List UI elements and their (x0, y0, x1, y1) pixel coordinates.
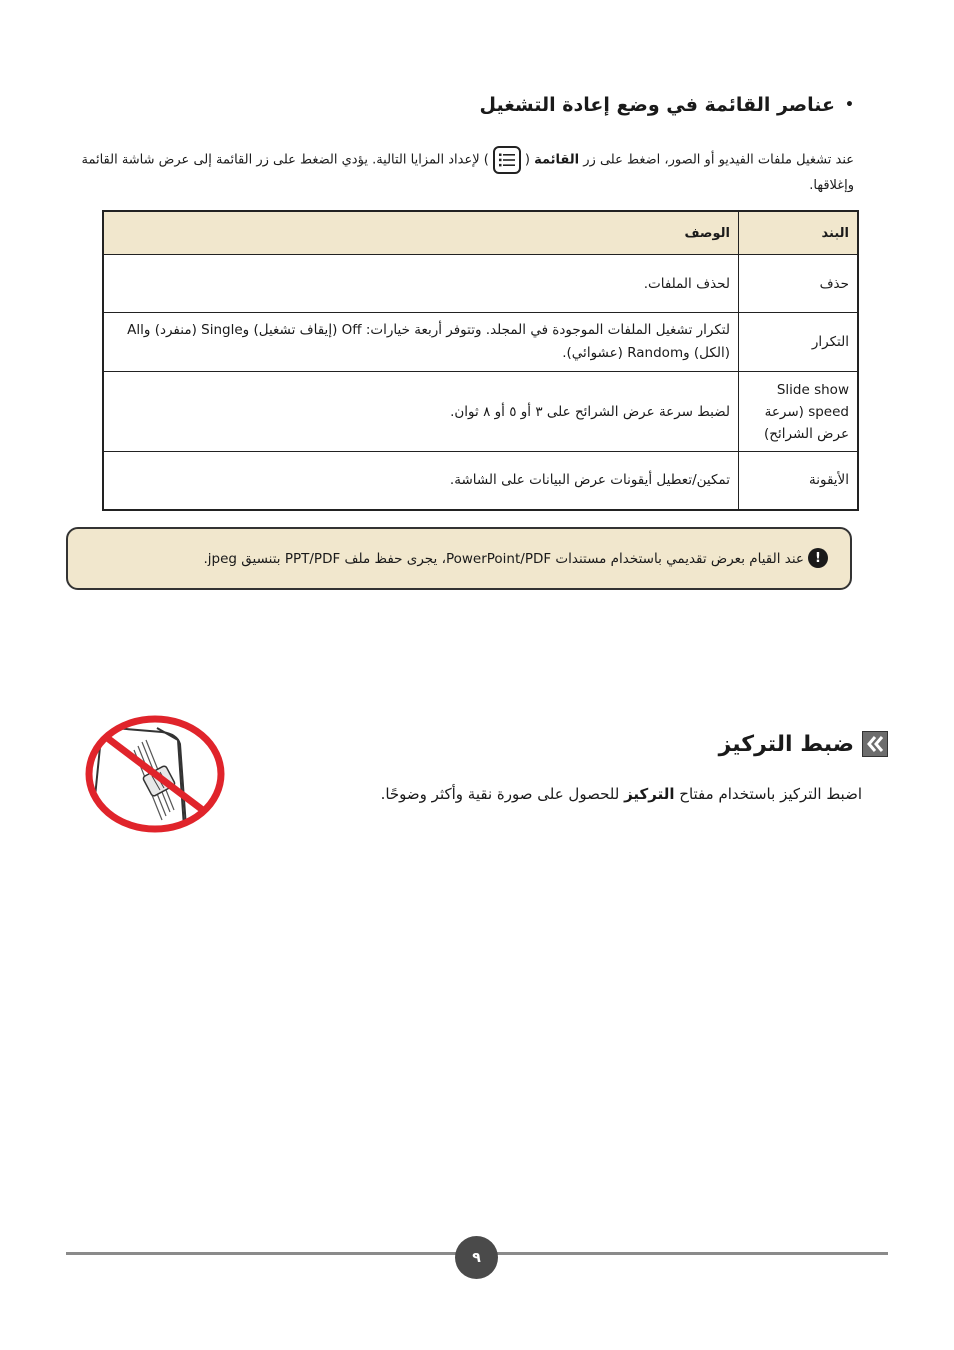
focus-title-text: ضبط التركيز (718, 731, 854, 757)
table-row (103, 255, 858, 313)
header-item: البند (739, 211, 859, 255)
focus-text-before: اضبط التركيز باستخدام مفتاح (679, 785, 862, 803)
intro-keyword: القائمة (534, 152, 580, 168)
table-row (103, 372, 858, 452)
intro-before: عند تشغيل ملفات الفيديو أو الصور، اضغط على زر (583, 152, 854, 168)
table-header-row (103, 211, 858, 255)
row-description: لحذف الملفات. (103, 255, 739, 313)
table-row (103, 313, 858, 372)
focus-keyword: التركيز (624, 785, 675, 803)
row-item: حذف (739, 255, 859, 313)
intro-after: لإعداد المزايا التالية. يؤدي الضغط على زر القائمة إلى عرض شاشة القائمة وإغلاقها. (81, 152, 854, 193)
options-table (102, 210, 859, 511)
focus-wheel-illustration (82, 712, 228, 836)
row-description: لتكرار تشغيل الملفات الموجودة في المجلد. وتتوفر أربعة خيارات: Off (إيقاف تشغيل) وSingle (منفرد) وAll (الكل) وRandom (عشوائي). (103, 313, 739, 372)
row-description: لضبط سرعة عرض الشرائح على ٣ أو ٥ أو ٨ ثوان. (103, 372, 739, 452)
note-text: عند القيام بعرض تقديمي باستخدام مستندات PowerPoint/PDF، يجرى حفظ ملف PPT/PDF بتنسيق jpeg. (203, 550, 804, 567)
page-number: ٩ (455, 1236, 498, 1279)
double-chevron-left-icon (862, 731, 888, 757)
exclamation-icon: ! (808, 548, 828, 568)
row-description: تمكين/تعطيل أيقونات عرض البيانات على الشاشة. (103, 452, 739, 510)
header-description: الوصف (103, 211, 739, 255)
focus-text-after: للحصول على صورة نقية وأكثر وضوحًا. (380, 785, 620, 803)
row-item: التكرار (739, 313, 859, 372)
row-item: Slide show speed (سرعة عرض الشرائح) (739, 372, 859, 452)
intro-paragraph: عند تشغيل ملفات الفيديو أو الصور، اضغط على زر القائمة ( ) لإعداد المزايا التالية. يؤدي الضغط على زر القائمة إلى عرض شاشة القائمة وإغلاقها. (64, 146, 854, 198)
focus-section-title (719, 731, 888, 757)
focus-paragraph (381, 785, 862, 803)
note-box (66, 527, 852, 590)
bullet: • (845, 97, 854, 113)
menu-list-icon (493, 146, 521, 174)
table-row (103, 452, 858, 510)
section-title (100, 94, 854, 116)
row-item: الأيقونة (739, 452, 859, 510)
section-title-text: عناصر القائمة في وضع إعادة التشغيل (479, 94, 836, 116)
